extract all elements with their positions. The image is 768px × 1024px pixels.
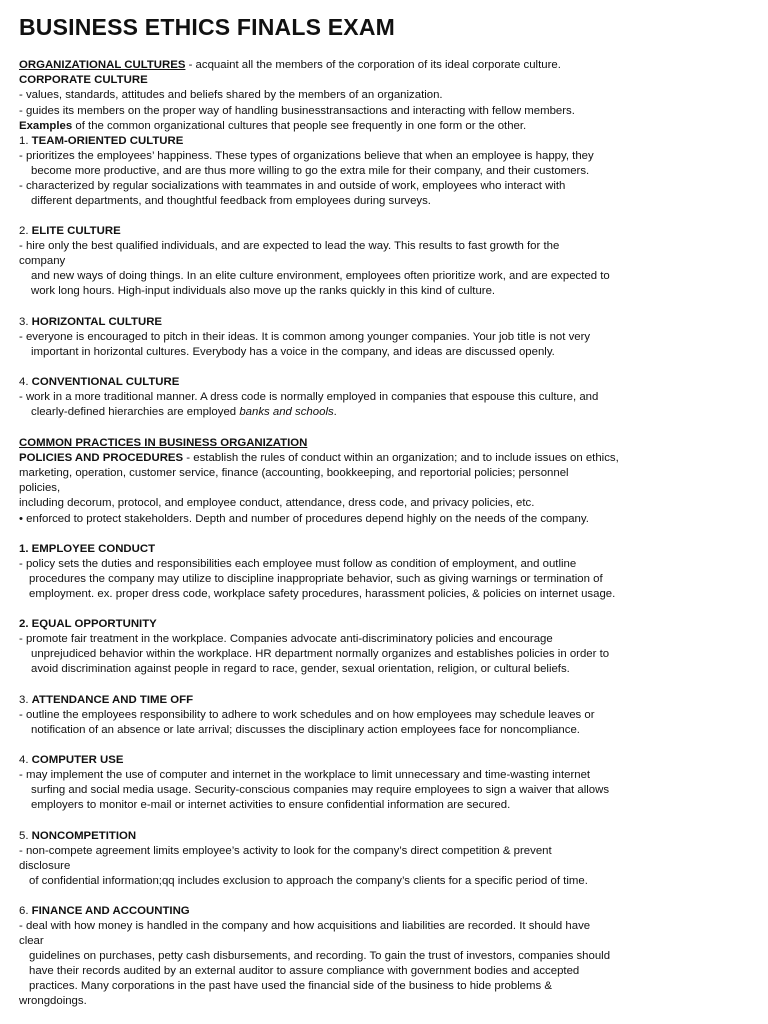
culture-italic-examples: banks and schools <box>239 406 334 418</box>
culture-text: clearly-defined hierarchies are employed <box>31 406 240 418</box>
policies-label: POLICIES AND PROCEDURES <box>19 452 184 464</box>
culture-text-line: - work in a more traditional manner. A dress code is normally employed in companies that espouse this culture, and <box>19 391 599 403</box>
examples-line <box>19 119 526 133</box>
practice-text-line: - deal with how money is handled in the company and how acquisitions and liabilities are recorded. It should have <box>19 920 591 932</box>
culture-text-line: - everyone is encouraged to pitch in their ideas. It is common among younger companies. Your job title is not very <box>19 331 591 343</box>
practice-number: 3. <box>19 694 32 706</box>
practice-text-line: avoid discrimination against people in regard to race, gender, sexual orientation, religion, or cultural beliefs. <box>31 663 570 675</box>
culture-number: 1. <box>19 135 32 147</box>
corp-line-2: - guides its members on the proper way of handling businesstransactions and interacting with fellow members. <box>19 105 575 117</box>
policies-line-4: including decorum, protocol, and employee conduct, attendance, dress code, and privacy policies, etc. <box>19 497 535 509</box>
org-heading: ORGANIZATIONAL CULTURES <box>19 59 186 71</box>
practice-heading <box>19 693 193 707</box>
practice-text-line: surfing and social media usage. Security-conscious companies may require employees to sign a waiver that allows <box>31 784 610 796</box>
practice-text-line: notification of an absence or late arrival; discusses the disciplinary action employees face for noncompliance. <box>31 724 580 736</box>
culture-name: CONVENTIONAL CULTURE <box>31 376 180 388</box>
practice-text-line: - policy sets the duties and responsibilities each employee must follow as condition of employment, and outline <box>19 558 577 570</box>
practice-text-line: of confidential information;qq includes exclusion to approach the company’s clients for a specific period of time. <box>29 875 588 887</box>
policies-line-2: marketing, operation, customer service, finance (accounting, bookkeeping, and reportorial policies; personnel <box>19 467 569 479</box>
practice-text-line: procedures the company may utilize to discipline inappropriate behavior, such as giving warnings or termination of <box>29 573 603 585</box>
examples-text: of the common organizational cultures that people see frequently in one form or the other. <box>72 120 527 132</box>
policies-line-5: • enforced to protect stakeholders. Depth and number of procedures depend highly on the needs of the company. <box>19 513 589 525</box>
practice-text-line: unprejudiced behavior within the workplace. HR department normally organizes and establishes policies in order to <box>31 648 610 660</box>
practice-text-line: practices. Many corporations in the past have used the financial side of the business to hide problems & <box>29 980 553 992</box>
practice-name: ATTENDANCE AND TIME OFF <box>31 694 194 706</box>
practice-text-line: clear <box>19 935 44 947</box>
practice-text-line: - may implement the use of computer and internet in the workplace to limit unnecessary and time-wasting internet <box>19 769 591 781</box>
practice-text-line: guidelines on purchases, petty cash disbursements, and recording. To gain the trust of investors, companies should <box>29 950 611 962</box>
culture-text-line: important in horizontal cultures. Everybody has a voice in the company, and ideas are discussed openly. <box>31 346 555 358</box>
practice-text-line: disclosure <box>19 860 71 872</box>
culture-name: TEAM-ORIENTED CULTURE <box>31 135 184 147</box>
practices-heading: COMMON PRACTICES IN BUSINESS ORGANIZATION <box>19 437 308 449</box>
culture-text-line: - characterized by regular socializations with teammates in and outside of work, employees who interact with <box>19 180 566 192</box>
policies-line <box>19 451 619 465</box>
page-title: BUSINESS ETHICS FINALS EXAM <box>19 14 395 40</box>
culture-name: ELITE CULTURE <box>31 225 121 237</box>
culture-name: HORIZONTAL CULTURE <box>31 316 163 328</box>
corporate-culture-heading: CORPORATE CULTURE <box>19 74 148 86</box>
practice-heading: 1. EMPLOYEE CONDUCT <box>19 543 156 555</box>
culture-text-line: and new ways of doing things. In an elite culture environment, employees often prioritize work, and are expected to <box>31 270 610 282</box>
culture-heading <box>19 375 179 389</box>
policies-line-3: policies, <box>19 482 61 494</box>
practice-name: COMPUTER USE <box>31 754 124 766</box>
culture-text-line: work long hours. High-input individuals also move up the ranks quickly in this kind of culture. <box>31 285 496 297</box>
culture-text-line: - prioritizes the employees’ happiness. These types of organizations believe that when an employee is happy, they <box>19 150 594 162</box>
practice-text-line: - non-compete agreement limits employee’s activity to look for the company’s direct competition & prevent <box>19 845 552 857</box>
culture-number: 3. <box>19 316 32 328</box>
culture-text-line: company <box>19 255 66 267</box>
practice-number: 4. <box>19 754 32 766</box>
practice-text-line: wrongdoings. <box>19 995 87 1007</box>
practice-text-line: employment. ex. proper dress code, workplace safety procedures, harassment policies, & policies on internet usage. <box>29 588 616 600</box>
practice-text-line: employers to monitor e-mail or internet activities to ensure confidential information are secured. <box>31 799 511 811</box>
culture-text-end: . <box>333 406 337 418</box>
practice-heading <box>19 829 136 843</box>
corp-line-1: - values, standards, attitudes and beliefs shared by the members of an organization. <box>19 89 443 101</box>
culture-heading <box>19 315 162 329</box>
culture-number: 4. <box>19 376 32 388</box>
examples-label: Examples <box>19 120 73 132</box>
practice-heading: 2. EQUAL OPPORTUNITY <box>19 618 157 630</box>
culture-heading <box>19 134 183 148</box>
culture-heading <box>19 224 121 238</box>
practice-text-line: - promote fair treatment in the workplace. Companies advocate anti-discriminatory policies and encourage <box>19 633 553 645</box>
culture-number: 2. <box>19 225 32 237</box>
practice-number: 6. <box>19 905 32 917</box>
org-intro-line <box>19 58 561 72</box>
practice-heading <box>19 904 190 918</box>
org-intro: - acquaint all the members of the corporation of its ideal corporate culture. <box>185 59 561 71</box>
policies-text: - establish the rules of conduct within an organization; and to include issues on ethics, <box>183 452 619 464</box>
culture-text-line: different departments, and thoughtful feedback from employees during surveys. <box>31 195 431 207</box>
practice-number: 5. <box>19 830 32 842</box>
culture-text-line: - hire only the best qualified individuals, and are expected to lead the way. This results to fast growth for the <box>19 240 560 252</box>
practice-text-line: - outline the employees responsibility to adhere to work schedules and on how employees may schedule leaves or <box>19 709 595 721</box>
culture-text-line <box>31 405 337 419</box>
practice-heading <box>19 753 123 767</box>
practice-name: FINANCE AND ACCOUNTING <box>31 905 190 917</box>
culture-text-line: become more productive, and are thus more willing to go the extra mile for their company, and their customers. <box>31 165 590 177</box>
practice-text-line: have their records audited by an external auditor to assure compliance with government bodies and accepted <box>29 965 580 977</box>
practice-name: NONCOMPETITION <box>31 830 137 842</box>
